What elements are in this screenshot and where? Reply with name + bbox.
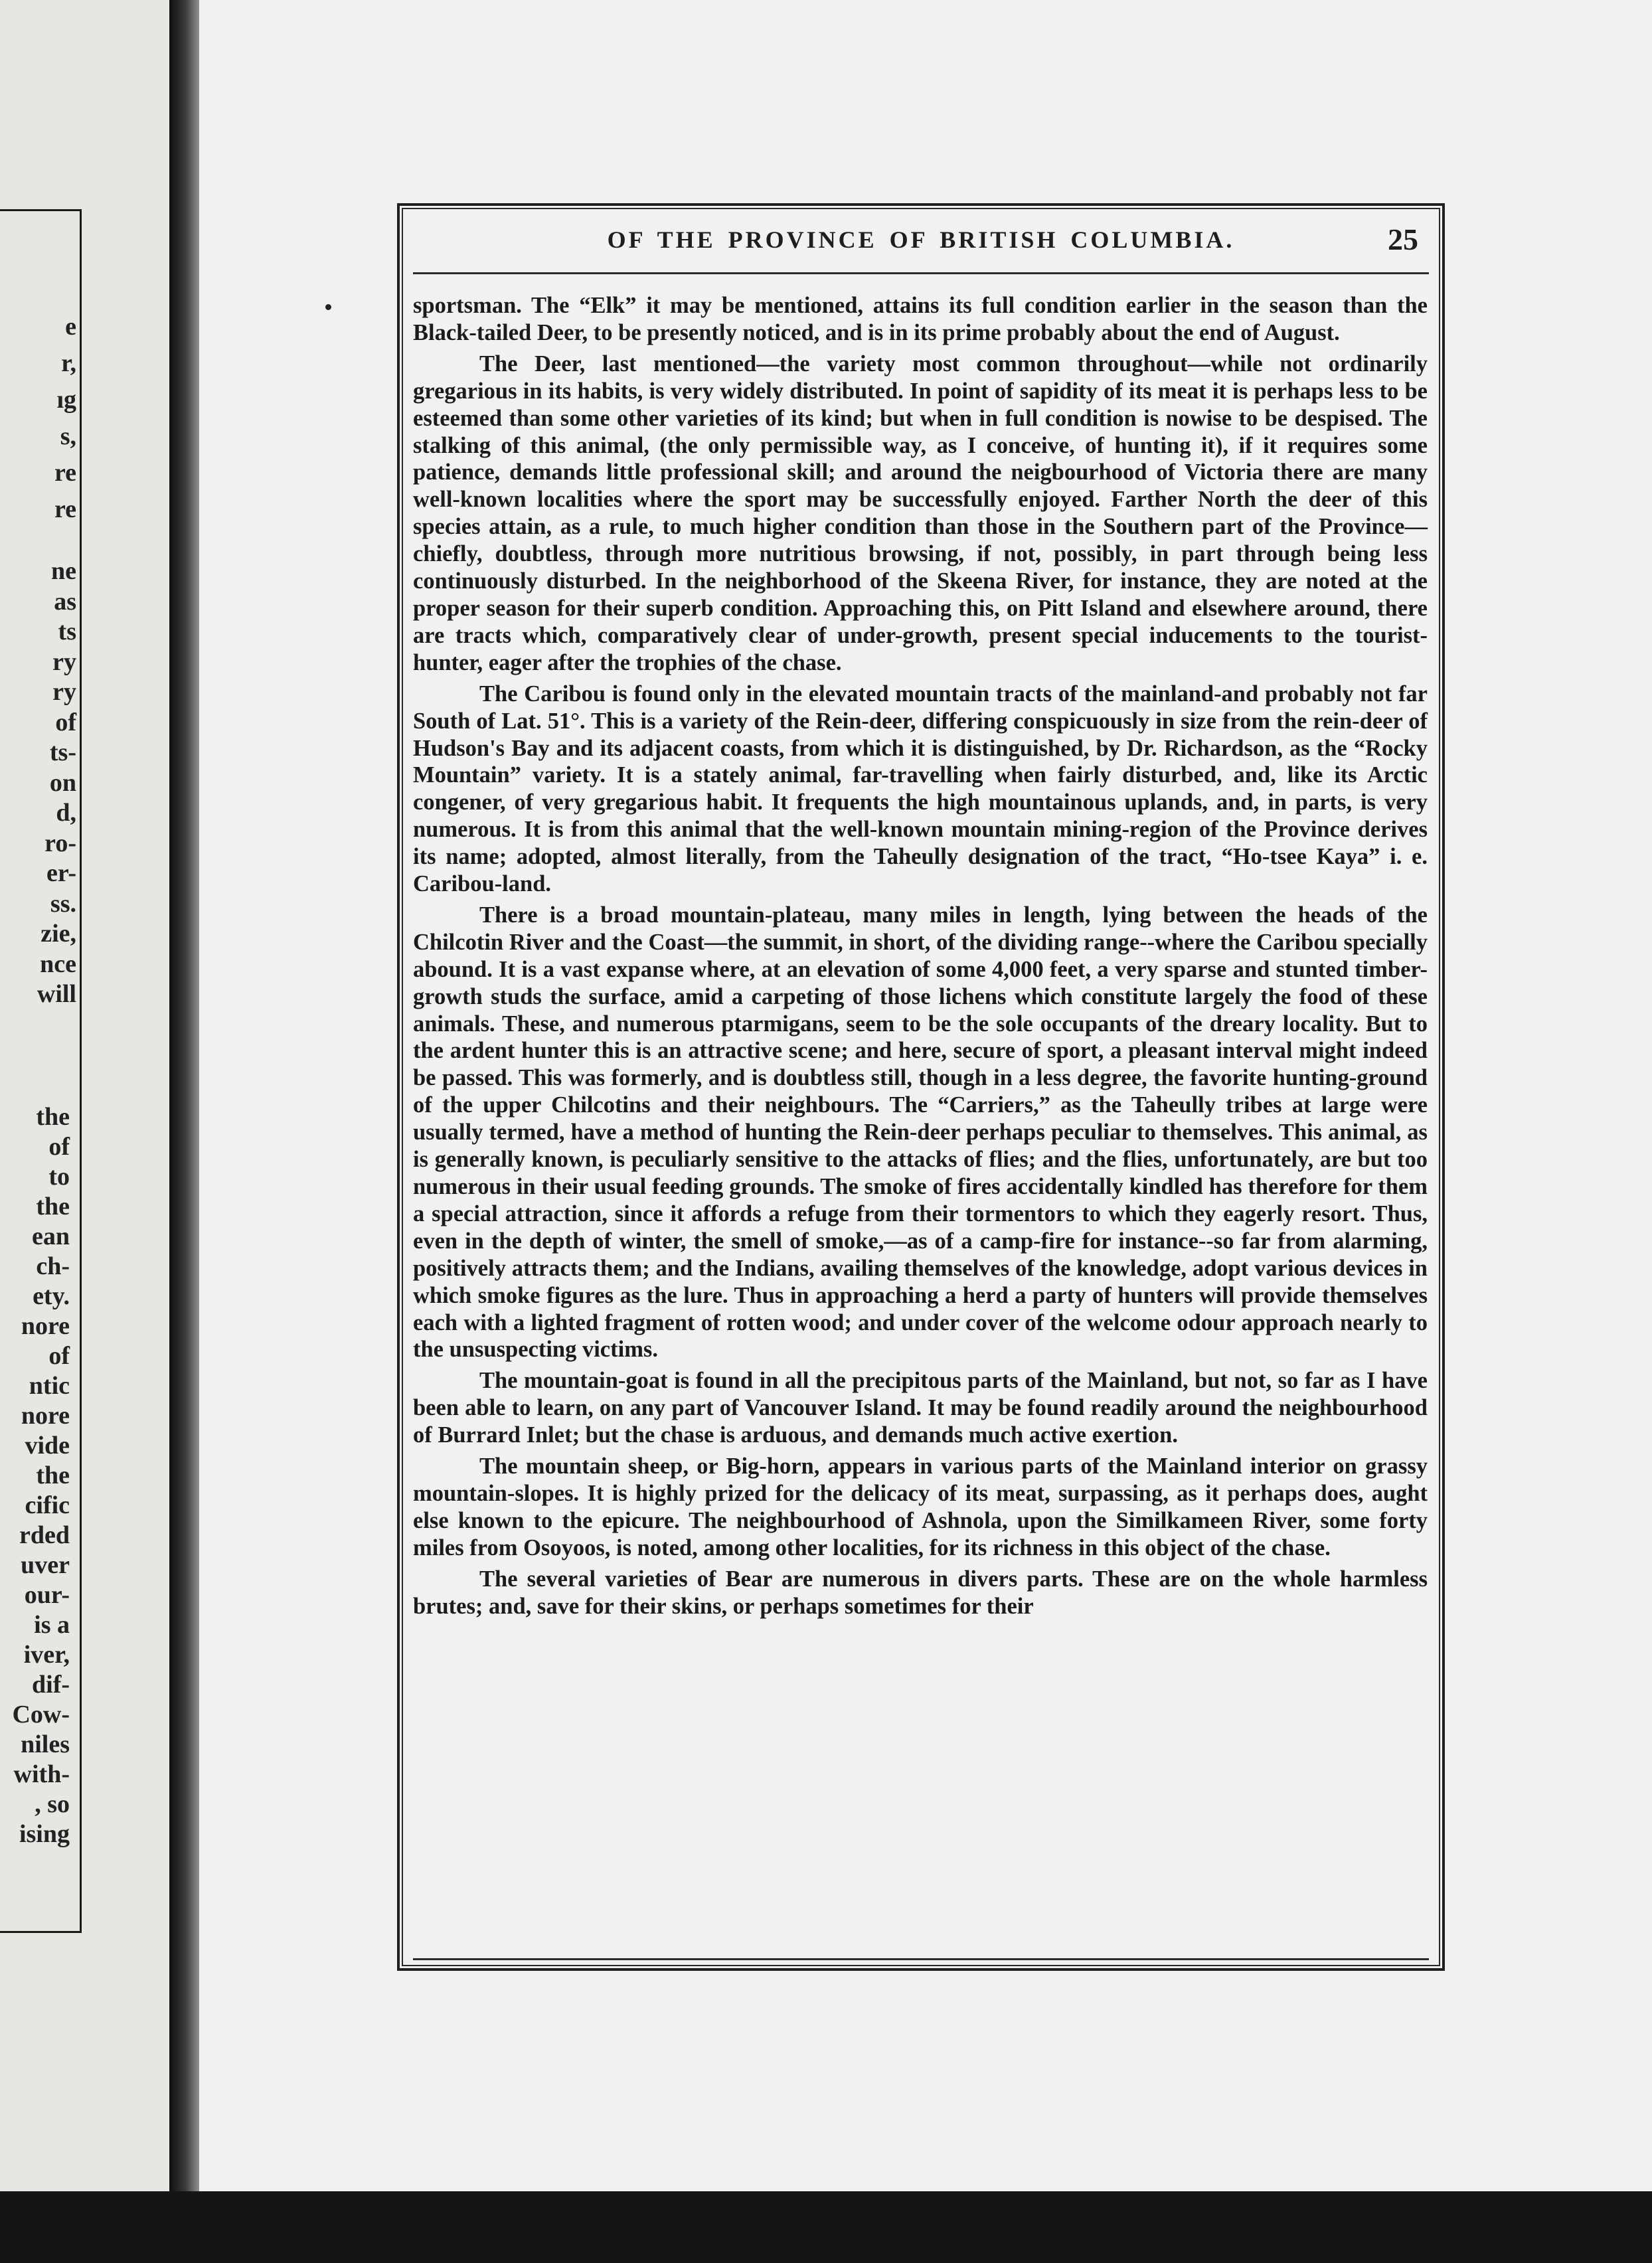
facing-page-fragment-line: ro-: [44, 829, 76, 857]
paragraph: sportsman. The “Elk” it may be mentioned, attains its full condition earlier in the season than the Black-tailed Deer, to be presently noticed, and is in its prime probably about the end of August.: [413, 293, 1428, 345]
facing-page-fragment-line: uver: [21, 1551, 70, 1579]
facing-page-fragment-line: ne: [51, 557, 76, 585]
facing-page-fragment-line: nore: [21, 1402, 70, 1430]
facing-page-fragment-line: nore: [21, 1312, 70, 1340]
body-text: [413, 292, 1428, 1624]
paragraph: The mountain-goat is found in all the precipitous parts of the Mainland, but not, so far as I have been able to learn, on any part of Vancouver Island. It may be found readily around the neighbourhood of Burrard Inlet; but the chase is arduous, and demands much active exertion.: [413, 1368, 1428, 1448]
facing-page-fragment-line: of: [48, 1133, 70, 1161]
page-header: [420, 222, 1422, 263]
facing-page-fragment-line: e: [65, 313, 76, 341]
paragraph: There is a broad mountain-plateau, many miles in length, lying between the heads of the Chilcotin River and the Coast—the summit, in short, of the dividing range--where the Caribou specially abound. It is a vast expanse where, at an elevation of some 4,000 feet, a very sparse and stunted timber-growth studs the surface, amid a carpeting of those lichens which constitute largely the food of these animals. These, and numerous ptarmigans, seem to be the sole occupants of the dreary locality. But to the ardent hunter this is an attractive scene; and here, secure of sport, a pleasant interval might indeed be passed. This was formerly, and is doubtless still, though in a less degree, the favorite hunting-ground of the upper Chilcotins and their neighbours. The “Carriers,” as the Taheully tribes at large were usually termed, have a method of hunting the Rein-deer perhaps peculiar to themselves. This animal, as is generally known, is peculiarly sensitive to the attacks of flies; and the flies, unfortunately, are but too numerous in their usual feeding grounds. The smoke of fires accidentally kindled has therefore for them a special attraction, since it affords a refuge from their tormentors to which they eagerly resort. Thus, even in the depth of winter, the smell of smoke,—as of a camp-fire for instance--so far from alarming, positively attracts them; and the Indians, availing themselves of the knowledge, adopt various devices in which smoke figures as the lure. Thus in approaching a herd a party of hunters will provide themselves each with a lighted fragment of rotten wood; and under cover of the welcome odour approach nearly to the unsuspecting victims.: [413, 902, 1428, 1363]
facing-page-fragment-line: ıg: [56, 386, 76, 414]
facing-page-fragment-line: of: [48, 1342, 70, 1370]
facing-page-fragment-line: re: [54, 459, 76, 487]
facing-page-fragment-line: cific: [25, 1491, 70, 1519]
running-title: OF THE PROVINCE OF BRITISH COLUMBIA.: [607, 226, 1235, 253]
facing-page-fragment-line: vide: [25, 1432, 70, 1460]
text-frame: [397, 203, 1445, 1971]
facing-page-fragment-line: is a: [34, 1611, 70, 1639]
facing-page-fragment-line: to: [48, 1163, 70, 1191]
paragraph: The Deer, last mentioned—the variety most common throughout—while not ordinarily gregarious in its habits, is very widely distributed. In point of sapidity of its meat it is perhaps less to be esteemed than some other varieties of its kind; but when in full condition is nowise to be despised. The stalking of this animal, (the only permissible way, as I conceive, of hunting it), if it requires some patience, demands little professional skill; and around the neigbourhood of Victoria there are many well-known localities where the sport may be successfully enjoyed. Farther North the deer of this species attain, as a rule, to much higher condition than those in the Southern part of the Province—chiefly, doubtless, through more nutritious browsing, if not, possibly, in part through being less continuously disturbed. In the neighborhood of the Skeena River, for instance, they are noted at the proper season for their superb condition. Approaching this, on Pitt Island and elsewhere around, there are tracts which, comparatively clear of under-growth, present special inducements to the tourist-hunter, eager after the trophies of the chase.: [413, 351, 1428, 675]
facing-page-fragment-line: as: [54, 587, 76, 616]
ink-spot: [325, 304, 331, 310]
facing-page-fragment-line: re: [54, 495, 76, 523]
facing-page-fragment-line: r,: [61, 349, 76, 377]
facing-page-fragment-line: er-: [46, 859, 76, 887]
page-number: 25: [1388, 222, 1418, 256]
facing-page-fragment-line: of: [55, 708, 76, 736]
facing-page-fragment-line: Cow-: [12, 1701, 70, 1728]
facing-page-fragment-line: will: [37, 980, 76, 1008]
facing-page-fragment-line: , so: [35, 1790, 70, 1818]
footer-rule: [413, 1958, 1429, 1960]
paragraph: The mountain sheep, or Big-horn, appears in various parts of the Mainland interior on grassy mountain-slopes. It is highly prized for the delicacy of its meat, surpassing, as it perhaps does, aught else known to the epicure. The neighbourhood of Ashnola, upon the Similkameen River, some forty miles from Osoyoos, is noted, among other localities, for its richness in this object of the chase.: [413, 1454, 1428, 1560]
facing-page-fragment-line: ising: [19, 1820, 70, 1848]
facing-page-fragment-line: the: [36, 1462, 70, 1489]
facing-page-fragment-line: ch-: [36, 1252, 70, 1280]
scan-bed: [0, 2191, 1652, 2263]
facing-page-fragment-line: ts: [58, 618, 76, 645]
facing-page-fragment-line: ean: [32, 1222, 70, 1250]
facing-page-fragment-line: iver,: [23, 1641, 70, 1669]
facing-page-fragment-line: ry: [52, 647, 76, 676]
facing-page-fragment-line: the: [36, 1103, 70, 1131]
facing-page-fragment-line: rded: [19, 1521, 70, 1549]
facing-page-fragment-line: ety.: [33, 1282, 70, 1310]
facing-page-fragment-line: ntic: [29, 1372, 70, 1400]
facing-page-fragment-line: ss.: [50, 889, 76, 918]
facing-page-fragment-line: s,: [60, 422, 76, 450]
facing-page-fragment-line: nce: [40, 950, 76, 978]
facing-page-fragment-line: zie,: [41, 920, 76, 948]
facing-page-fragment-line: niles: [21, 1730, 70, 1758]
facing-page-fragment-line: d,: [56, 799, 76, 827]
facing-page-fragment-line: ts-: [49, 738, 76, 766]
facing-page-fragment-line: ry: [52, 678, 76, 706]
facing-page-fragment-line: with-: [13, 1760, 70, 1788]
paragraph: The several varieties of Bear are numerous in divers parts. These are on the whole harmless brutes; and, save for their skins, or perhaps sometimes for their: [413, 1566, 1428, 1619]
facing-page-fragment-line: our-: [24, 1581, 70, 1609]
facing-page-fragment: [0, 0, 172, 2191]
paragraph: The Caribou is found only in the elevated mountain tracts of the mainland-and probably not far South of Lat. 51°. This is a variety of the Rein-deer, differing conspicuously in size from the rein-deer of Hudson's Bay and its adjacent coasts, from which it is distinguished, by Dr. Richardson, as the “Rocky Mountain” variety. It is a stately animal, far-travelling when fairly disturbed, and, like its Arctic congener, of very gregarious habit. It frequents the high mountainous uplands, and, in parts, is very numerous. It is from this animal that the well-known mountain mining-region of the Province derives its name; adopted, almost literally, from the Taheully designation of the tract, “Ho-tsee Kaya” i. e. Caribou-land.: [413, 681, 1428, 897]
header-rule: [413, 272, 1429, 274]
facing-page-fragment-line: dif-: [32, 1671, 70, 1699]
facing-page-fragment-line: on: [49, 768, 76, 797]
facing-page-fragment-line: the: [36, 1193, 70, 1220]
